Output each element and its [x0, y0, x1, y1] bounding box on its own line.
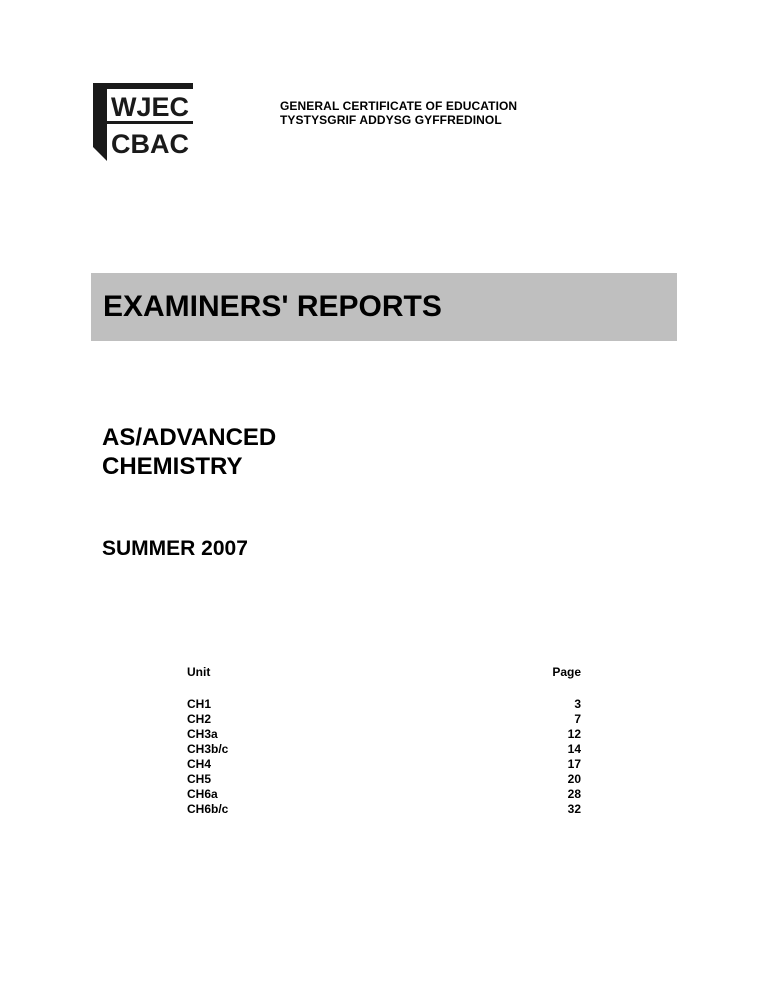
certificate-heading-english: GENERAL CERTIFICATE OF EDUCATION: [280, 99, 518, 113]
contents-row: [187, 697, 581, 712]
page-number: 32: [567, 802, 581, 816]
page-number: 14: [567, 742, 581, 756]
contents-table: [187, 665, 581, 816]
unit-code: CH6a: [187, 787, 218, 801]
contents-row: [187, 772, 581, 787]
logo-bottom-text: CBAC: [111, 129, 189, 159]
page-number: 7: [574, 712, 581, 726]
wjec-cbac-logo: [93, 83, 193, 161]
unit-code: CH3b/c: [187, 742, 229, 756]
page-number: 20: [567, 772, 581, 786]
contents-row: [187, 802, 581, 817]
unit-code: CH2: [187, 712, 212, 726]
subject-name: CHEMISTRY: [102, 453, 243, 480]
contents-row: [187, 757, 581, 772]
title-band: [91, 273, 677, 341]
unit-code: CH5: [187, 772, 212, 786]
subject-level: AS/ADVANCED: [102, 424, 277, 451]
page-column-header: Page: [552, 665, 581, 679]
contents-row: [187, 787, 581, 802]
unit-code: CH1: [187, 697, 212, 711]
unit-code: CH4: [187, 757, 212, 771]
page-number: 3: [574, 697, 581, 711]
document-title: EXAMINERS' REPORTS: [103, 290, 442, 323]
page-number: 17: [567, 757, 581, 771]
unit-code: CH6b/c: [187, 802, 229, 816]
unit-column-header: Unit: [187, 665, 211, 679]
contents-row: [187, 712, 581, 727]
exam-session: SUMMER 2007: [102, 537, 248, 560]
page-number: 12: [567, 727, 581, 741]
subject-title: [102, 423, 276, 481]
contents-row: [187, 742, 581, 757]
certificate-heading-welsh: TYSTYSGRIF ADDYSG GYFFREDINOL: [280, 113, 502, 127]
logo-top-text: WJEC: [110, 92, 190, 122]
unit-code: CH3a: [187, 727, 218, 741]
certificate-heading: [280, 99, 517, 127]
contents-header-row: [187, 665, 581, 680]
page-number: 28: [567, 787, 581, 801]
contents-rows: [187, 697, 581, 817]
contents-row: [187, 727, 581, 742]
